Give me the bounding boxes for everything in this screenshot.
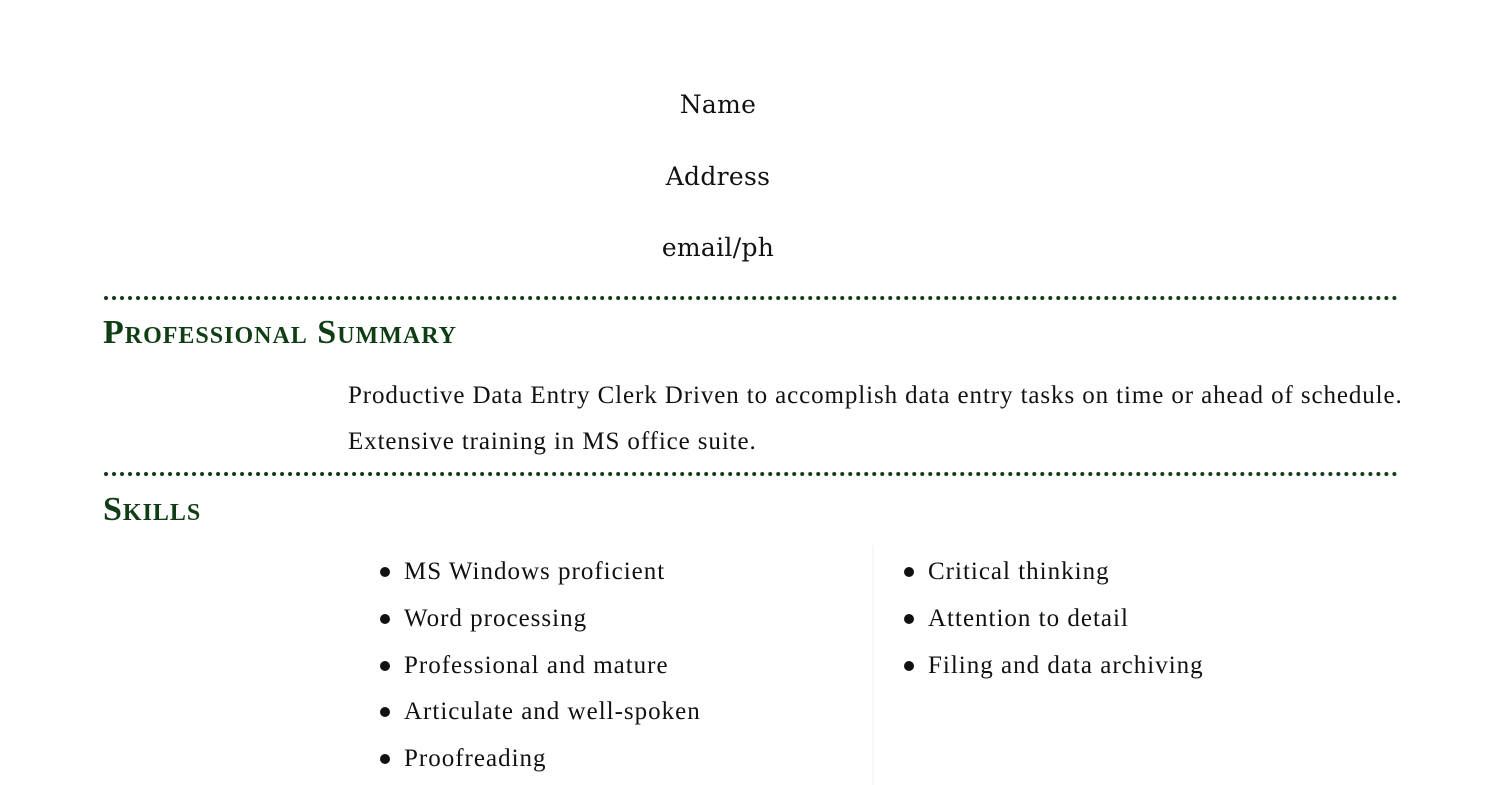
bullet-icon (380, 614, 390, 624)
skill-label: Articulate and well-spoken (404, 698, 701, 726)
bullet-icon (380, 567, 390, 577)
skills-list-right (904, 549, 1204, 689)
skill-label: Filing and data archiving (928, 651, 1204, 679)
skill-item (904, 643, 1204, 690)
skill-item (904, 549, 1204, 596)
section-divider (104, 296, 1398, 300)
skills-list-left (380, 549, 701, 783)
candidate-address: Address (665, 162, 771, 191)
bullet-icon (380, 707, 390, 717)
skill-item (380, 549, 701, 596)
bullet-icon (380, 754, 390, 764)
skill-item (380, 689, 701, 736)
section-heading-skills: Skills (103, 491, 202, 528)
skill-label: Critical thinking (928, 558, 1110, 585)
candidate-contact: email/ph (661, 233, 775, 262)
candidate-name: Name (679, 90, 757, 119)
skill-item (380, 596, 701, 643)
skill-label: Word processing (404, 604, 588, 632)
section-heading-summary: Professional Summary (103, 314, 458, 351)
column-separator (872, 545, 874, 785)
bullet-icon (904, 661, 914, 671)
skill-item (380, 643, 701, 690)
bullet-icon (904, 614, 914, 624)
section-divider (104, 472, 1398, 476)
bullet-icon (904, 567, 914, 577)
skill-label: Attention to detail (928, 604, 1129, 632)
skill-label: MS Windows proficient (404, 558, 666, 585)
skill-item (380, 736, 701, 783)
summary-text: Productive Data Entry Clerk Driven to accomplish data entry tasks on time or ahead of schedule. Extensive training in MS office suite. (348, 382, 1403, 455)
skill-item (904, 596, 1204, 643)
bullet-icon (380, 661, 390, 671)
skill-label: Professional and mature (404, 651, 669, 679)
skill-label: Proofreading (404, 745, 547, 773)
